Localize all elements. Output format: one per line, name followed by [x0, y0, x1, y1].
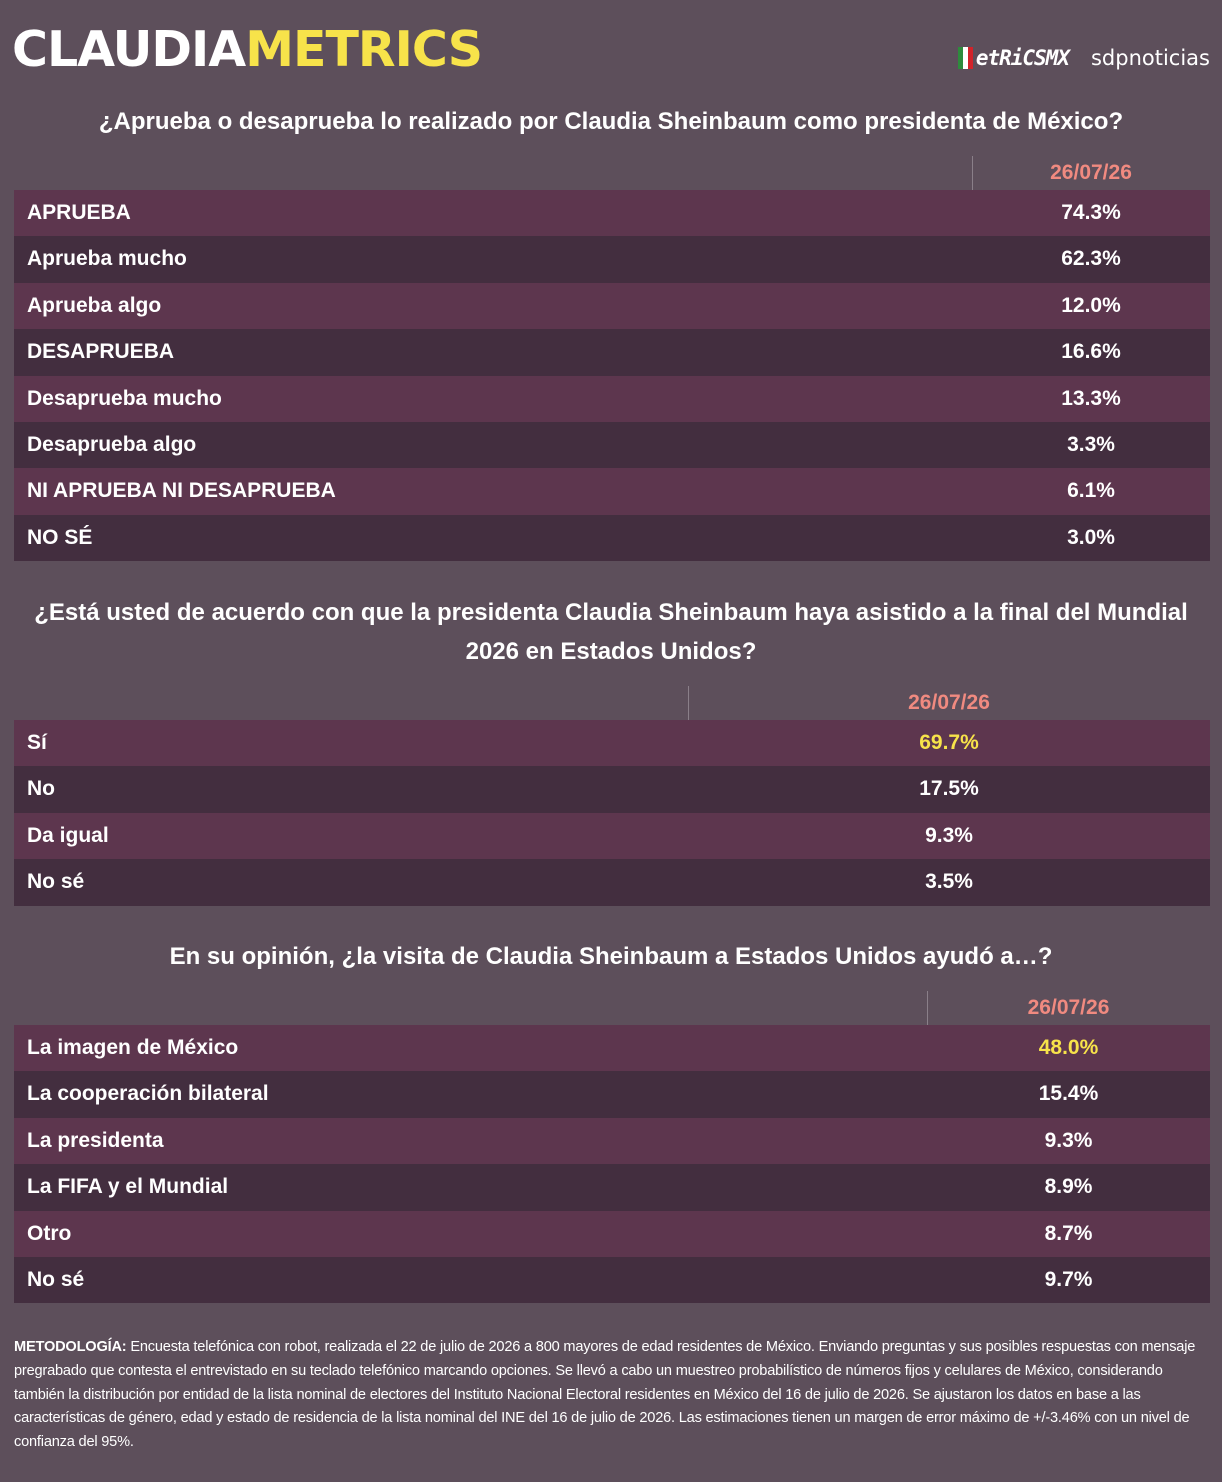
row-value: 8.9% — [1044, 1175, 1093, 1199]
row-value: 16.6% — [1061, 340, 1121, 364]
row-value: 9.3% — [925, 823, 973, 847]
table-row — [14, 1071, 1210, 1117]
table-row — [14, 329, 1210, 375]
methodology-label: METODOLOGÍA: — [14, 1339, 127, 1355]
header — [0, 0, 1222, 100]
table-row — [14, 376, 1210, 422]
sdpnoticias-logo: sdpnoticias — [1090, 46, 1210, 70]
row-value: 74.3% — [1061, 201, 1121, 224]
table-row — [14, 766, 1210, 812]
row-label: Sí — [27, 731, 47, 754]
table-row — [14, 1164, 1210, 1210]
table-row — [14, 515, 1210, 561]
row-label: La presidenta — [27, 1128, 164, 1152]
table-row — [14, 1211, 1210, 1257]
row-label: La imagen de México — [27, 1036, 239, 1059]
row-label: Da igual — [27, 823, 109, 847]
row-label: No sé — [27, 1267, 85, 1291]
row-label: Aprueba mucho — [27, 247, 187, 271]
metricsmx-logo — [958, 46, 1069, 70]
row-value: 69.7% — [919, 731, 979, 754]
table-row — [14, 236, 1210, 282]
row-value: 3.5% — [925, 870, 973, 894]
row-value: 8.7% — [1044, 1221, 1093, 1245]
table-1 — [14, 156, 1210, 561]
methodology-text: Encuesta telefónica con robot, realizada el 22 de julio de 2026 a 800 mayores de edad residentes de México. Enviando preguntas y sus posibles respuestas con mensaje pregrabado que contesta el entrevistado en su teclado telefónico marcando opciones. Se llevó a cabo un muestreo probabilístico de números fijos y celulares de México, considerando también la distribución por entidad de la lista nominal de electores del Instituto Nacional Electoral residentes en México del 16 de julio de 2026. Se ajustaron los datos en base a las características de género, edad y estado de residencia de la lista nominal del INE del 16 de julio de 2026. Las estimaciones tienen un margen de error máximo de +/-3.46% con un nivel de confianza del 95%. — [14, 1339, 1196, 1451]
table-header — [14, 686, 1210, 720]
question-2: ¿Está usted de acuerdo con que la presidenta Claudia Sheinbaum haya asistido a la final del Mundial 2026 en Estados Unidos? — [34, 599, 1188, 665]
methodology — [14, 1336, 1210, 1455]
claudiametrics-logo — [12, 22, 482, 78]
table-header — [14, 991, 1210, 1025]
table-3 — [14, 991, 1210, 1303]
row-value: 3.3% — [1067, 432, 1115, 456]
row-value: 48.0% — [1038, 1036, 1099, 1059]
brand-white: CLAUDIA — [12, 21, 246, 78]
date-header: 26/07/26 — [1027, 996, 1110, 1019]
table-row — [14, 720, 1210, 766]
table-row — [14, 813, 1210, 859]
brand-yellow: METRICS — [245, 21, 482, 78]
row-label: La FIFA y el Mundial — [27, 1175, 229, 1199]
date-header: 26/07/26 — [1050, 161, 1132, 184]
row-label: DESAPRUEBA — [27, 340, 175, 364]
row-label: NI APRUEBA NI DESAPRUEBA — [27, 479, 336, 503]
row-value: 6.1% — [1067, 479, 1115, 503]
row-value: 12.0% — [1061, 293, 1121, 317]
question-3: En su opinión, ¿la visita de Claudia Sheinbaum a Estados Unidos ayudó a…? — [169, 943, 1053, 970]
row-value: 13.3% — [1061, 386, 1121, 410]
table-row — [14, 1025, 1210, 1071]
table-row — [14, 422, 1210, 468]
table-2 — [14, 686, 1210, 906]
row-label: No sé — [27, 870, 85, 894]
row-value: 9.7% — [1044, 1267, 1093, 1291]
row-label: Desaprueba algo — [27, 432, 197, 456]
date-header: 26/07/26 — [908, 691, 990, 714]
table-row — [14, 1257, 1210, 1303]
table-row — [14, 283, 1210, 329]
row-label: NO SÉ — [27, 525, 93, 549]
table-row — [14, 859, 1210, 905]
table-row — [14, 468, 1210, 514]
row-value: 9.3% — [1044, 1128, 1093, 1152]
table-header — [14, 156, 1210, 190]
row-value: 3.0% — [1067, 525, 1115, 549]
row-label: Desaprueba mucho — [27, 386, 222, 410]
mexico-flag-icon — [958, 47, 974, 69]
row-label: APRUEBA — [27, 201, 131, 224]
row-value: 17.5% — [919, 777, 979, 801]
row-label: Aprueba algo — [27, 293, 162, 317]
metricsmx-logo-text: etRiCSMX — [975, 46, 1069, 70]
row-label: Otro — [27, 1221, 72, 1245]
partner-logos — [958, 38, 1210, 78]
table-row — [14, 190, 1210, 236]
table-row — [14, 1118, 1210, 1164]
row-value: 62.3% — [1061, 247, 1121, 271]
question-1: ¿Aprueba o desaprueba lo realizado por Claudia Sheinbaum como presidenta de México? — [98, 108, 1124, 135]
row-value: 15.4% — [1038, 1082, 1099, 1106]
row-label: La cooperación bilateral — [27, 1082, 269, 1106]
row-label: No — [27, 777, 55, 801]
